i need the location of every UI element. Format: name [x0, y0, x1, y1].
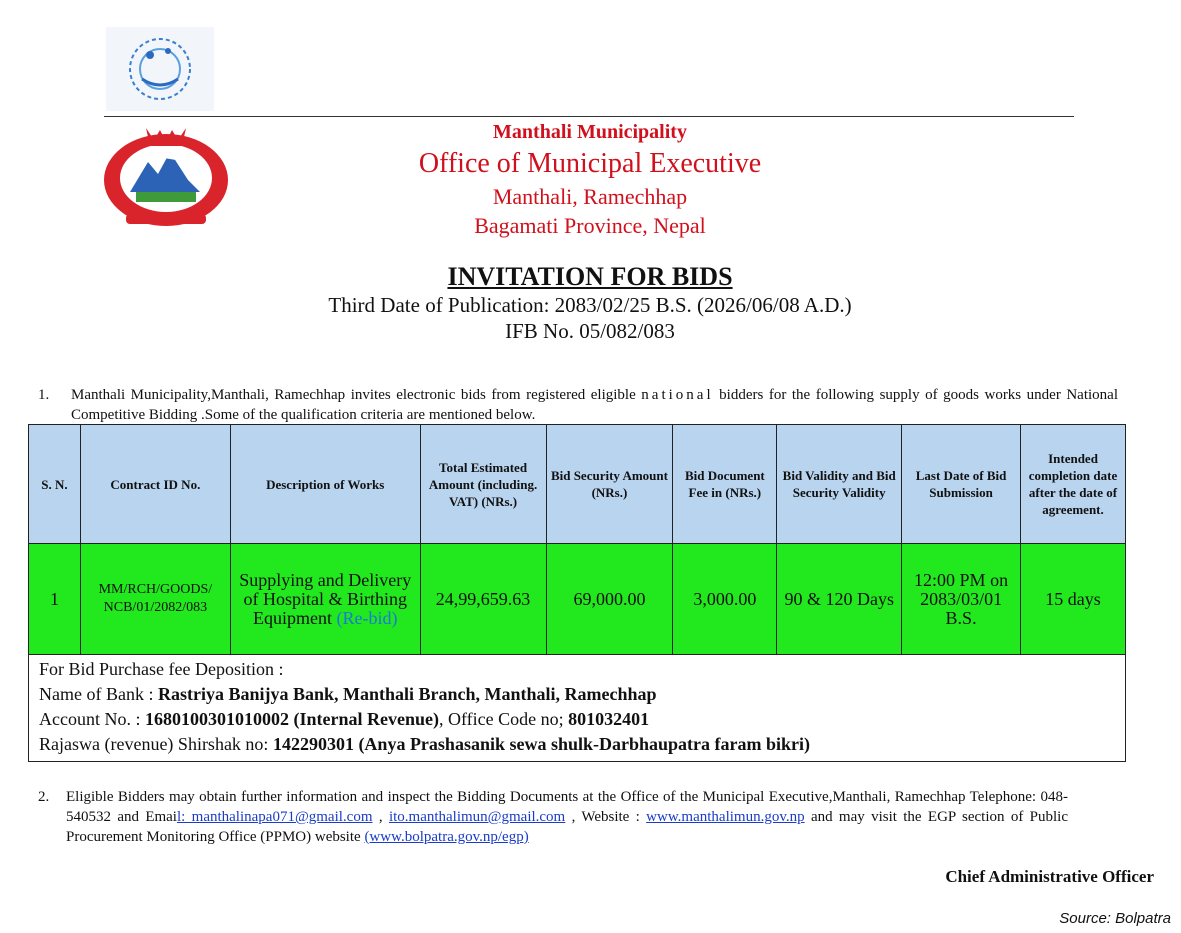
shirshak-line — [39, 732, 1115, 757]
paragraph-2-text-2: and may visit the EGP section of Public Procurement Monitoring Office (PPMO) website — [66, 809, 1069, 845]
shirshak-value: 142290301 (Anya Prashasanik sewa shulk-Darbhaupatra faram bikri) — [272, 734, 810, 754]
header-rule — [104, 116, 1074, 117]
signature: Chief Administrative Officer — [945, 867, 1154, 886]
paragraph-1-number: 1. — [38, 387, 50, 403]
address-line-1: Manthali, Ramechhap — [492, 184, 688, 209]
cell-completion: 15 days — [1021, 544, 1126, 655]
paragraph-2 — [38, 787, 1068, 847]
paragraph-2-text-1: Eligible Bidders may obtain further information and inspect the Bidding Documents at the Office of the Municipal Executive,Manthali, Ramechhap Telephone: 048-540532 and Emai — [66, 789, 1068, 825]
address-line-2: Bagamati Province, Nepal — [474, 213, 706, 238]
cell-document-fee: 3,000.00 — [673, 544, 777, 655]
municipality-name: Manthali Municipality — [493, 121, 687, 143]
ifb-number: IFB No. 05/082/083 — [505, 319, 675, 343]
paragraph-1-spaced-word: national — [641, 387, 714, 403]
deposit-info-cell — [29, 655, 1126, 762]
deposit-heading: For Bid Purchase fee Deposition : — [39, 659, 284, 679]
publication-date: Third Date of Publication: 2083/02/25 B.S. (2026/06/08 A.D.) — [328, 293, 852, 317]
header-description: Description of Works — [230, 425, 420, 544]
table-row — [29, 544, 1126, 655]
account-line — [39, 707, 1115, 732]
header-completion: Intended completion date after the date of agreement. — [1021, 425, 1126, 544]
email-link-2[interactable]: ito.manthalimun@gmail.com — [388, 809, 566, 825]
website-link[interactable]: www.manthalimun.gov.np — [646, 809, 805, 825]
cell-estimated-amount: 24,99,659.63 — [420, 544, 546, 655]
bank-label: Name of Bank : — [39, 684, 158, 704]
notice-block — [240, 262, 940, 344]
email-link-1[interactable]: l: manthalinapa071@gmail.com — [176, 809, 373, 825]
shirshak-label: Rajaswa (revenue) Shirshak no: — [39, 734, 273, 754]
nepal-emblem — [96, 122, 236, 232]
office-code-value: 801032401 — [568, 709, 650, 729]
deposit-info-row — [29, 655, 1126, 762]
paragraph-2-number: 2. — [38, 789, 50, 805]
cell-description-text: Supplying and Delivery of Hospital & Birthing Equipment — [239, 569, 412, 628]
bank-value: Rastriya Banijya Bank, Manthali Branch, Manthali, Ramechhap — [157, 684, 657, 704]
paragraph-1-text — [71, 385, 1118, 425]
header-contract-id: Contract ID No. — [80, 425, 230, 544]
source-credit: Source: Bolpatra — [1059, 910, 1171, 927]
office-header — [280, 118, 900, 240]
header-document-fee: Bid Document Fee in (NRs.) — [673, 425, 777, 544]
account-label: Account No. : — [39, 709, 145, 729]
notice-title: INVITATION FOR BIDS — [447, 262, 733, 291]
header-last-date: Last Date of Bid Submission — [902, 425, 1021, 544]
office-name: Office of Municipal Executive — [418, 148, 762, 179]
bid-table — [28, 424, 1126, 762]
paragraph-1-text-before: Manthali Municipality,Manthali, Ramechhap invites electronic bids from registered eligible — [71, 387, 642, 403]
cell-last-date: 12:00 PM on 2083/03/01 B.S. — [902, 544, 1021, 655]
cell-bid-validity: 90 & 120 Days — [777, 544, 902, 655]
office-code-label: , Office Code no; — [438, 709, 569, 729]
website-label: , Website : — [565, 809, 647, 825]
cell-bid-security: 69,000.00 — [546, 544, 673, 655]
cell-sn: 1 — [29, 544, 81, 655]
paragraph-1-text-after: bidders for the following supply of goods works under National Competitive Bidding .Some of the qualification criteria are mentioned below. — [71, 387, 1119, 423]
municipality-logo — [106, 27, 214, 111]
table-header-row — [29, 425, 1126, 544]
paragraph-1 — [38, 385, 1118, 425]
paragraph-2-text — [66, 787, 1068, 847]
email-separator: , — [372, 809, 389, 825]
rebid-label: (Re-bid) — [336, 607, 398, 628]
header-estimated-amount: Total Estimated Amount (including. VAT) (NRs.) — [420, 425, 546, 544]
header-bid-security: Bid Security Amount (NRs.) — [546, 425, 673, 544]
header-bid-validity: Bid Validity and Bid Security Validity — [777, 425, 902, 544]
cell-contract-id: MM/RCH/GOODS/ NCB/01/2082/083 — [80, 544, 230, 655]
cell-description — [230, 544, 420, 655]
header-sn: S. N. — [29, 425, 81, 544]
bank-line — [39, 682, 1115, 707]
account-value: 1680100301010002 (Internal Revenue) — [144, 709, 439, 729]
egp-link[interactable]: (www.bolpatra.gov.np/egp) — [364, 829, 529, 845]
